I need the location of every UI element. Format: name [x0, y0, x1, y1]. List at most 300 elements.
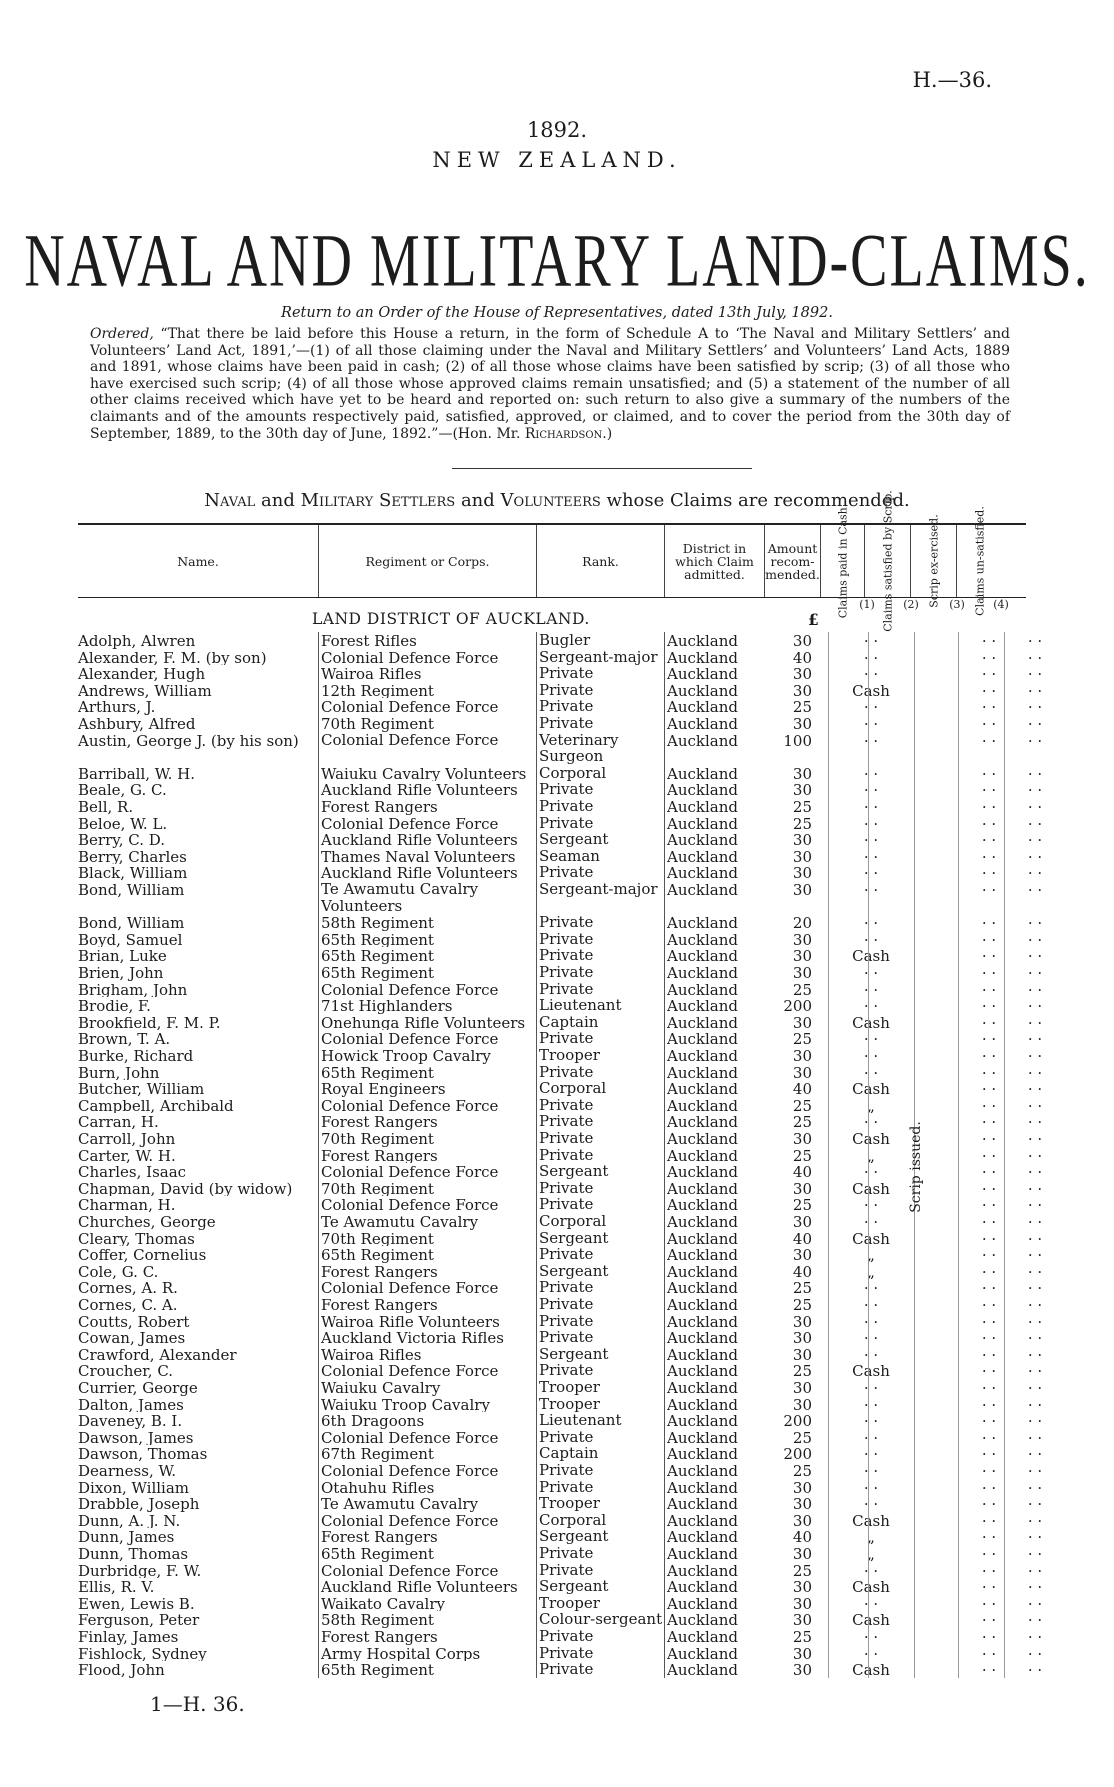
claim-paid: · · [863, 814, 879, 832]
table-row [78, 1594, 1043, 1613]
district: Auckland [664, 682, 764, 699]
table-row [78, 1362, 1043, 1381]
table-row [78, 1379, 1043, 1397]
claim-paid: · · [863, 798, 879, 815]
district: Auckland [664, 1080, 764, 1097]
table-row [78, 1080, 1043, 1099]
amount: 30 [792, 1661, 812, 1678]
claimant-name: Ferguson, Peter [78, 1611, 200, 1628]
claimant-name: Croucher, C. [78, 1362, 174, 1379]
claimant-name: Brian, Luke [78, 947, 167, 964]
table-row [78, 1428, 1043, 1447]
rank: Sergeant [536, 1528, 664, 1545]
district: Auckland [664, 947, 764, 964]
regiment: Forest Rangers [318, 1528, 536, 1545]
claim-unsatisfied: · · [1027, 1528, 1043, 1547]
district: Auckland [664, 765, 764, 782]
district: Auckland [664, 1130, 764, 1147]
table-row [78, 1047, 1043, 1065]
scrip-exercised: · · [981, 1345, 997, 1364]
amount: 30 [792, 1345, 812, 1363]
rank: Corporal [536, 1512, 664, 1529]
regiment: Forest Rangers [318, 1113, 536, 1130]
rank: Private [536, 864, 664, 881]
header-rank: Rank. [536, 525, 664, 597]
table-row [78, 1611, 1043, 1630]
claim-unsatisfied: · · [1027, 1329, 1043, 1348]
rank: Private [536, 1296, 664, 1313]
scrip-exercised: · · [981, 1611, 997, 1630]
rank: Private [536, 1113, 664, 1130]
amount: 30 [792, 764, 812, 782]
rank: Trooper [536, 1379, 664, 1396]
table-row [78, 980, 1043, 999]
ordered-label: Ordered, [90, 326, 154, 342]
table-row [78, 1628, 1043, 1646]
claim-paid: · · [863, 1628, 879, 1645]
district: Auckland [664, 1396, 764, 1413]
table-row [78, 881, 1043, 915]
amount: 25 [792, 1096, 812, 1114]
rank: Private [536, 1130, 664, 1147]
district: Auckland [664, 1445, 764, 1462]
scrip-exercised: · · [981, 1428, 997, 1447]
regiment: Colonial Defence Force [318, 815, 536, 832]
scrip-exercised: · · [981, 1412, 997, 1431]
scrip-exercised: · · [981, 1246, 997, 1265]
claimant-name: Brodie, F. [78, 997, 151, 1014]
header-amount: Amount recom-mended. [764, 525, 820, 597]
scrip-exercised: · · [981, 1262, 997, 1281]
claim-unsatisfied: · · [1027, 914, 1043, 933]
claim-unsatisfied: · · [1027, 665, 1043, 684]
district: Auckland [664, 1495, 764, 1512]
scrip-issued-note [906, 1112, 926, 1222]
rank: Bugler [536, 632, 664, 649]
claimant-name: Boyd, Samuel [78, 930, 183, 948]
amount: 30 [792, 1013, 812, 1031]
claim-paid: · · [863, 964, 879, 981]
district: Auckland [664, 1263, 764, 1280]
regiment: Auckland Rifle Volunteers [318, 1578, 536, 1595]
rank: Sergeant [536, 831, 664, 848]
amount: 25 [792, 1279, 812, 1296]
amount: 30 [792, 715, 812, 732]
regiment: 6th Dragoons [318, 1412, 536, 1429]
regiment: Forest Rangers [318, 1263, 536, 1280]
claimant-name: Alexander, Hugh [78, 665, 206, 682]
claim-unsatisfied: · · [1027, 648, 1043, 667]
amount: 40 [792, 1163, 812, 1180]
table-row [78, 1296, 1043, 1314]
claim-unsatisfied: · · [1027, 1262, 1043, 1281]
claim-paid: · · [863, 1063, 879, 1081]
regiment: Colonial Defence Force [318, 1429, 536, 1446]
claim-paid: „ [867, 1096, 875, 1114]
district: Auckland [664, 1595, 764, 1612]
rank: Private [536, 798, 664, 815]
claimant-name: Charles, Isaac [78, 1163, 187, 1180]
claimant-name: Black, William [78, 864, 188, 881]
scrip-exercised: · · [981, 698, 997, 717]
rank: Sergeant [536, 1346, 664, 1363]
regiment: Waikato Cavalry [318, 1595, 536, 1612]
table-row [78, 1030, 1043, 1049]
claimant-name: Dearness, W. [78, 1462, 177, 1479]
claim-unsatisfied: · · [1027, 731, 1043, 750]
scrip-exercised: · · [981, 632, 997, 650]
claim-unsatisfied: · · [1027, 764, 1043, 783]
scrip-exercised: · · [981, 1578, 997, 1597]
district: Auckland [664, 1313, 764, 1330]
claimant-name: Ewen, Lewis B. [78, 1594, 195, 1612]
claimant-name: Dawson, Thomas [78, 1445, 208, 1462]
claim-paid: · · [863, 698, 879, 715]
district: Auckland [664, 1611, 764, 1628]
scrip-exercised: · · [981, 1279, 997, 1298]
rank: Private [536, 1180, 664, 1197]
claim-unsatisfied: · · [1027, 1578, 1043, 1597]
district: Auckland [664, 964, 764, 981]
amount: 30 [792, 864, 812, 881]
header-satisfied-label: Claims satisfied by Scrip. [881, 490, 894, 632]
regiment: 65th Regiment [318, 947, 536, 964]
amount: 40 [792, 1528, 812, 1545]
claimant-name: Dawson, James [78, 1428, 194, 1446]
header-unsatisfied-label: Claims un-satisfied. [973, 506, 986, 616]
claim-paid: · · [863, 997, 879, 1014]
column-rule [828, 632, 829, 1678]
district: Auckland [664, 698, 764, 715]
claim-unsatisfied: · · [1027, 1594, 1043, 1613]
claim-paid: · · [863, 1163, 879, 1180]
scrip-exercised: · · [981, 1179, 997, 1198]
claim-paid: · · [863, 881, 879, 899]
claim-paid: Cash [852, 1611, 890, 1628]
amount: 25 [792, 698, 812, 715]
rank: Sergeant [536, 1578, 664, 1595]
rank: Private [536, 1329, 664, 1346]
claimant-name: Ellis, R. V. [78, 1578, 155, 1595]
ordered-closing: .) [602, 425, 613, 442]
regiment: 12th Regiment [318, 682, 536, 699]
amount: 25 [792, 1462, 812, 1479]
column-rule [958, 632, 959, 1678]
table-row [78, 731, 1043, 765]
amount: 25 [792, 1113, 812, 1130]
mover-name: Richardson [524, 425, 603, 442]
rank: Colour-sergeant [536, 1611, 664, 1628]
amount: 30 [792, 1213, 812, 1230]
rank: Private [536, 781, 664, 798]
regiment: Forest Rangers [318, 798, 536, 815]
claim-paid: · · [863, 930, 879, 948]
claim-unsatisfied: · · [1027, 632, 1043, 650]
table-row [78, 632, 1043, 650]
claim-paid: „ [867, 1545, 875, 1562]
table-row [78, 964, 1043, 982]
district: Auckland [664, 931, 764, 948]
rank: Private [536, 1462, 664, 1479]
claim-paid: · · [863, 847, 879, 865]
claim-paid: · · [863, 764, 879, 782]
district: Auckland [664, 1462, 764, 1479]
rank: Private [536, 1562, 664, 1579]
rank: Trooper [536, 1495, 664, 1512]
district: Auckland [664, 1362, 764, 1379]
table-row [78, 930, 1043, 949]
regiment: Colonial Defence Force [318, 1562, 536, 1579]
claim-unsatisfied: · · [1027, 1395, 1043, 1414]
scrip-exercised: · · [981, 1080, 997, 1099]
claimant-name: Cowan, James [78, 1329, 186, 1346]
district: Auckland [664, 914, 764, 931]
amount: 25 [792, 1628, 812, 1645]
claimant-name: Brigham, John [78, 980, 188, 998]
amount: 30 [792, 930, 812, 948]
scrip-exercised: · · [981, 1229, 997, 1248]
rank: Trooper [536, 1396, 664, 1413]
amount: 30 [792, 665, 812, 682]
claimant-name: Durbridge, F. W. [78, 1561, 202, 1579]
district: Auckland [664, 1429, 764, 1446]
claim-paid: · · [863, 715, 879, 732]
regiment: Forest Rangers [318, 1628, 536, 1645]
year: 1892. [526, 118, 588, 142]
claimant-name: Currier, George [78, 1379, 198, 1396]
table-row [78, 1528, 1043, 1547]
claim-unsatisfied: · · [1027, 1379, 1043, 1397]
amount: 40 [792, 1080, 812, 1097]
subtitle-part: and [261, 490, 295, 511]
claimant-name: Daveney, B. I. [78, 1412, 183, 1429]
district: Auckland [664, 715, 764, 732]
regiment: Auckland Victoria Rifles [318, 1329, 536, 1346]
claimant-name: Brown, T. A. [78, 1030, 171, 1047]
regiment: Otahuhu Rifles [318, 1479, 536, 1496]
district: Auckland [664, 1346, 764, 1363]
regiment: Te Awamutu Cavalry [318, 1495, 536, 1512]
table-row [78, 1013, 1043, 1032]
claim-paid: · · [863, 1196, 879, 1213]
claimant-name: Churches, George [78, 1213, 216, 1230]
claim-paid: Cash [852, 1511, 890, 1529]
scrip-exercised: · · [981, 1561, 997, 1580]
claim-paid: Cash [852, 1229, 890, 1247]
table-row [78, 648, 1043, 667]
header-regiment: Regiment or Corps. [318, 525, 536, 597]
column-rule [318, 632, 319, 1678]
regiment: Army Hospital Corps [318, 1645, 536, 1662]
table-row [78, 1246, 1043, 1265]
column-rule [664, 632, 665, 1678]
rank: Sergeant [536, 1263, 664, 1280]
claim-unsatisfied: · · [1027, 1478, 1043, 1497]
claim-unsatisfied: · · [1027, 1163, 1043, 1182]
claimant-name: Fishlock, Sydney [78, 1644, 207, 1662]
claim-unsatisfied: · · [1027, 1561, 1043, 1580]
scrip-exercised: · · [981, 1478, 997, 1497]
regiment: Colonial Defence Force [318, 698, 536, 715]
rank: Sergeant [536, 1230, 664, 1247]
claim-unsatisfied: · · [1027, 964, 1043, 982]
regiment: Colonial Defence Force [318, 1462, 536, 1479]
district: Auckland [664, 1230, 764, 1247]
amount: 30 [792, 1611, 812, 1628]
claim-unsatisfied: · · [1027, 847, 1043, 866]
district: Auckland [664, 1628, 764, 1645]
scrip-exercised: · · [981, 1063, 997, 1082]
table-row [78, 997, 1043, 1016]
claim-unsatisfied: · · [1027, 1545, 1043, 1563]
rank: Private [536, 1279, 664, 1296]
scrip-exercised: · · [981, 798, 997, 816]
table-row [78, 1495, 1043, 1514]
claim-unsatisfied: · · [1027, 1229, 1043, 1248]
claim-unsatisfied: · · [1027, 1611, 1043, 1630]
rank: Corporal [536, 765, 664, 782]
regiment: Waiuku Troop Cavalry [318, 1396, 536, 1413]
amount: 30 [792, 681, 812, 699]
amount: 25 [792, 1196, 812, 1213]
table-row [78, 1130, 1043, 1148]
district: Auckland [664, 1578, 764, 1595]
claim-unsatisfied: · · [1027, 1511, 1043, 1530]
claimant-name: Ashbury, Alfred [78, 715, 196, 732]
rank: Private [536, 1628, 664, 1645]
scrip-exercised: · · [981, 731, 997, 750]
header-exercised [910, 514, 956, 608]
claim-unsatisfied: · · [1027, 1296, 1043, 1314]
scrip-exercised: · · [981, 715, 997, 733]
ordered-text: “That there be laid before this House a return, in the form of Schedule A to ‘The Naval and Military Settlers’ and Volunteers’ Land Act, 1891,’—(1) of all those claiming under the Naval and Military Settlers’ and Volunteers’ Land Acts, 1889 and 1891, whose claims have been paid in cash; (2) of all those whose claims have been satisfied by scrip; (3) of all those who have exercised such scrip; (4) of all those whose approved claims remain unsatisfied; and (5) a statement of the number of all other claims received which have yet to be heard and reported on: such return to also give a summary of the numbers of the claimants and of the amounts respectively paid, satisfied, approved, or claimed, and to cover the period from the 30th day of September, 1889, to the 30th day of June, 1892.”—(Hon. Mr. [90, 326, 1010, 442]
table-row [78, 914, 1043, 933]
scrip-exercised: · · [981, 1196, 997, 1215]
return-line: Return to an Order of the House of Representatives, dated 13th July, 1892. [281, 305, 833, 321]
rank: Captain [536, 1445, 664, 1462]
claimant-name: Bond, William [78, 914, 185, 931]
scrip-exercised: · · [981, 1030, 997, 1049]
rank: Seaman [536, 848, 664, 865]
claim-paid: · · [863, 1644, 879, 1662]
regiment: 65th Regiment [318, 1246, 536, 1263]
claimant-name: Bond, William [78, 881, 185, 899]
district: Auckland [664, 831, 764, 848]
claim-paid: · · [863, 1379, 879, 1396]
scrip-exercised: · · [981, 648, 997, 667]
claim-paid: · · [863, 914, 879, 931]
scrip-exercised: · · [981, 1163, 997, 1182]
claim-paid: „ [867, 1528, 875, 1545]
scrip-exercised: · · [981, 1628, 997, 1646]
col-number: (2) [903, 598, 919, 611]
claim-unsatisfied: · · [1027, 814, 1043, 833]
amount: 25 [792, 1428, 812, 1446]
claim-unsatisfied: · · [1027, 1345, 1043, 1364]
scrip-exercised: · · [981, 947, 997, 966]
subtitle-part: Naval [204, 490, 256, 511]
claim-paid: Cash [852, 1179, 890, 1197]
regiment: Wairoa Rifles [318, 1346, 536, 1363]
rank: Private [536, 1097, 664, 1114]
page-reference: H.—36. [912, 68, 992, 92]
district: Auckland [664, 1163, 764, 1180]
claimant-name: Dunn, James [78, 1528, 175, 1545]
rank: Private [536, 665, 664, 682]
claim-paid: · · [863, 1478, 879, 1496]
scrip-exercised: · · [981, 831, 997, 850]
table-row [78, 1229, 1043, 1248]
scrip-exercised: · · [981, 980, 997, 999]
scrip-exercised: · · [981, 997, 997, 1016]
amount: 20 [792, 914, 812, 931]
divider [452, 468, 752, 469]
claim-paid: · · [863, 1561, 879, 1579]
claimant-name: Arthurs, J. [78, 698, 156, 715]
district: Auckland [664, 1097, 764, 1114]
header-paid-label: Claims paid in Cash. [836, 503, 849, 619]
district: Auckland [664, 632, 764, 649]
claim-paid: · · [863, 1428, 879, 1446]
column-rule [868, 632, 869, 1678]
district: Auckland [664, 1296, 764, 1313]
country: NEW ZEALAND. [432, 148, 682, 172]
regiment: Auckland Rifle Volunteers [318, 864, 536, 881]
claim-unsatisfied: · · [1027, 1080, 1043, 1099]
amount: 30 [792, 1312, 812, 1330]
regiment: Wairoa Rifle Volunteers [318, 1313, 536, 1330]
amount: 100 [783, 731, 812, 750]
regiment: Colonial Defence Force [318, 732, 536, 765]
regiment: Wairoa Rifles [318, 665, 536, 682]
claim-paid: · · [863, 648, 879, 666]
table-row [78, 698, 1043, 717]
scrip-exercised: · · [981, 1329, 997, 1348]
currency-symbol: £ [808, 610, 819, 629]
scrip-exercised: · · [981, 1594, 997, 1613]
district: Auckland [664, 1047, 764, 1064]
claim-unsatisfied: · · [1027, 997, 1043, 1016]
district: Auckland [664, 848, 764, 865]
claim-unsatisfied: · · [1027, 1445, 1043, 1464]
scrip-exercised: · · [981, 1495, 997, 1514]
claim-paid: · · [863, 1462, 879, 1479]
regiment: Colonial Defence Force [318, 1163, 536, 1180]
claim-paid: · · [863, 1395, 879, 1413]
amount: 40 [792, 648, 812, 666]
claimant-name: Barriball, W. H. [78, 764, 195, 782]
claimant-name: Brien, John [78, 964, 164, 981]
claimant-name: Cleary, Thomas [78, 1229, 195, 1247]
regiment: Colonial Defence Force [318, 981, 536, 998]
claimant-name: Flood, John [78, 1661, 165, 1678]
rank: Private [536, 931, 664, 948]
district: Auckland [664, 665, 764, 682]
table-row [78, 665, 1043, 684]
table-row [78, 864, 1043, 883]
scrip-exercised: · · [981, 1113, 997, 1132]
table-row [78, 1578, 1043, 1597]
rank: Private [536, 1479, 664, 1496]
rank: Private [536, 1030, 664, 1047]
district: Auckland [664, 781, 764, 798]
claim-paid: · · [863, 1594, 879, 1612]
claimant-name: Cole, G. C. [78, 1262, 159, 1280]
table-row [78, 1262, 1043, 1281]
claim-unsatisfied: · · [1027, 930, 1043, 949]
column-rule [536, 632, 537, 1678]
header-district: District in which Claim admitted. [664, 525, 764, 597]
